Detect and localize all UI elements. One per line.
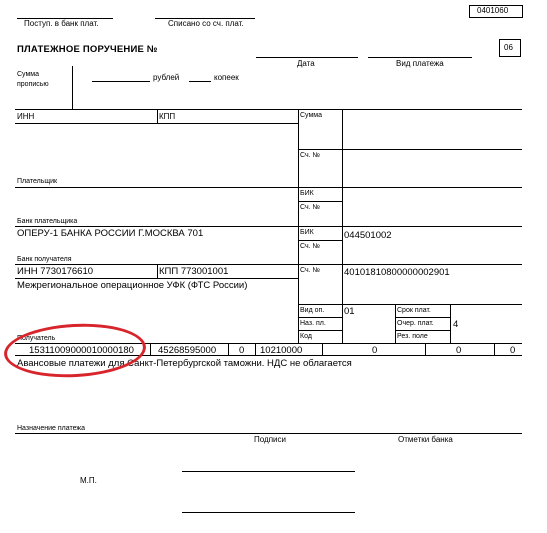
kopecks-label: копеек [214, 73, 239, 82]
inn-kpp-divider [157, 109, 158, 123]
grid-top-line [15, 109, 522, 110]
payer-kpp-label: КПП [159, 112, 176, 121]
tax-kbk: 15311009000010000180 [29, 345, 134, 356]
payer-bank-line [15, 226, 522, 227]
purpose-label: Назначение платежа [17, 425, 85, 432]
page-title: ПЛАТЕЖНОЕ ПОРУЧЕНИЕ № [17, 44, 158, 55]
tax-divider-5 [425, 343, 426, 355]
vid-op-line [298, 317, 342, 318]
payee-name: Межрегиональное операционное УФК (ФТС России) [17, 280, 248, 291]
codes-divider-1 [395, 304, 396, 343]
payer-inn-label: ИНН [17, 112, 35, 121]
signatures-label: Подписи [254, 435, 286, 444]
payer-bank-account-label: Сч. № [300, 204, 321, 211]
payee-inn-kpp-divider [157, 264, 158, 278]
signature-line-1 [182, 471, 355, 472]
tax-divider-6 [494, 343, 495, 355]
date-label: Дата [297, 59, 315, 68]
signature-line-2 [182, 512, 355, 513]
rubles-label: рублей [153, 73, 180, 82]
payee-bik-label: БИК [300, 229, 314, 236]
inn-row-line [15, 123, 298, 124]
codes-divider-2 [450, 304, 451, 343]
purpose-bottom-line [15, 433, 522, 434]
date-line [256, 57, 358, 58]
payee-inn: ИНН 7730176610 [17, 266, 94, 277]
tax-divider-2 [228, 343, 229, 355]
received-label: Поступ. в банк плат. [24, 19, 99, 28]
tax-basis: 0 [239, 345, 245, 356]
status-code: 06 [504, 43, 513, 52]
tax-divider-3 [255, 343, 256, 355]
payee-kpp: КПП 773001001 [159, 266, 229, 277]
payer-bik-label: БИК [300, 190, 314, 197]
payee-bik-line [298, 240, 342, 241]
sum-label: Сумма [300, 112, 322, 119]
payee-bik: 044501002 [344, 230, 392, 241]
rez-label: Рез. поле [397, 333, 428, 340]
payment-purpose-text: Авансовые платежи для Санкт-Петербургской таможни. НДС не облагается [17, 358, 352, 369]
payment-type-line [368, 57, 472, 58]
payee-bank-line [15, 264, 522, 265]
payer-label: Плательщик [17, 178, 58, 185]
rubles-blank [92, 81, 150, 82]
payee-account: 40101810800000002901 [344, 267, 450, 278]
payer-row-line [15, 187, 522, 188]
srok-line [395, 317, 450, 318]
tax-period: 10210000 [260, 345, 303, 356]
grid-mid-divider [298, 109, 299, 343]
codes-top-line [298, 304, 522, 305]
tax-oktmo: 45268595000 [158, 345, 217, 356]
form-code: 0401060 [477, 6, 509, 15]
kopecks-blank [189, 81, 211, 82]
tax-divider-1 [150, 343, 151, 355]
payee-bank-account-label: Сч. № [300, 243, 321, 250]
payer-bank-label: Банк плательщика [17, 218, 78, 225]
payee-bank-name: ОПЕРУ-1 БАНКА РОССИИ Г.МОСКВА 701 [17, 228, 204, 239]
tax-doc-number: 0 [372, 345, 378, 356]
grid-label-divider [342, 109, 343, 343]
tax-divider-4 [322, 343, 323, 355]
sum-row-line [298, 149, 522, 150]
amount-words-label-2: прописью [17, 81, 49, 88]
kod-label: Код [300, 333, 312, 340]
tax-type: 0 [510, 345, 516, 356]
debited-label: Списано со сч. плат. [168, 19, 244, 28]
ocher-label: Очер. плат. [397, 320, 434, 327]
ocher-value: 4 [453, 319, 459, 330]
payer-account-label: Сч. № [300, 152, 321, 159]
payee-account-label: Сч. № [300, 267, 321, 274]
naz-pl-label: Наз. пл. [300, 320, 326, 327]
tax-doc-date: 0 [456, 345, 462, 356]
stamp-label: М.П. [80, 476, 97, 485]
ocher-line [395, 330, 450, 331]
highlight-oval [3, 320, 148, 380]
amount-words-label-1: Сумма [17, 71, 39, 78]
amount-words-divider [72, 66, 73, 109]
srok-label: Срок плат. [397, 307, 431, 314]
vid-op-value: 01 [344, 306, 355, 317]
payment-type-label: Вид платежа [396, 59, 444, 68]
naz-pl-line [298, 330, 342, 331]
vid-op-label: Вид оп. [300, 307, 325, 314]
payee-label: Получатель [17, 335, 56, 342]
payer-bik-line [298, 201, 342, 202]
payee-inn-line [15, 278, 298, 279]
payee-bank-label: Банк получателя [17, 256, 72, 263]
bank-marks-label: Отметки банка [398, 435, 453, 444]
